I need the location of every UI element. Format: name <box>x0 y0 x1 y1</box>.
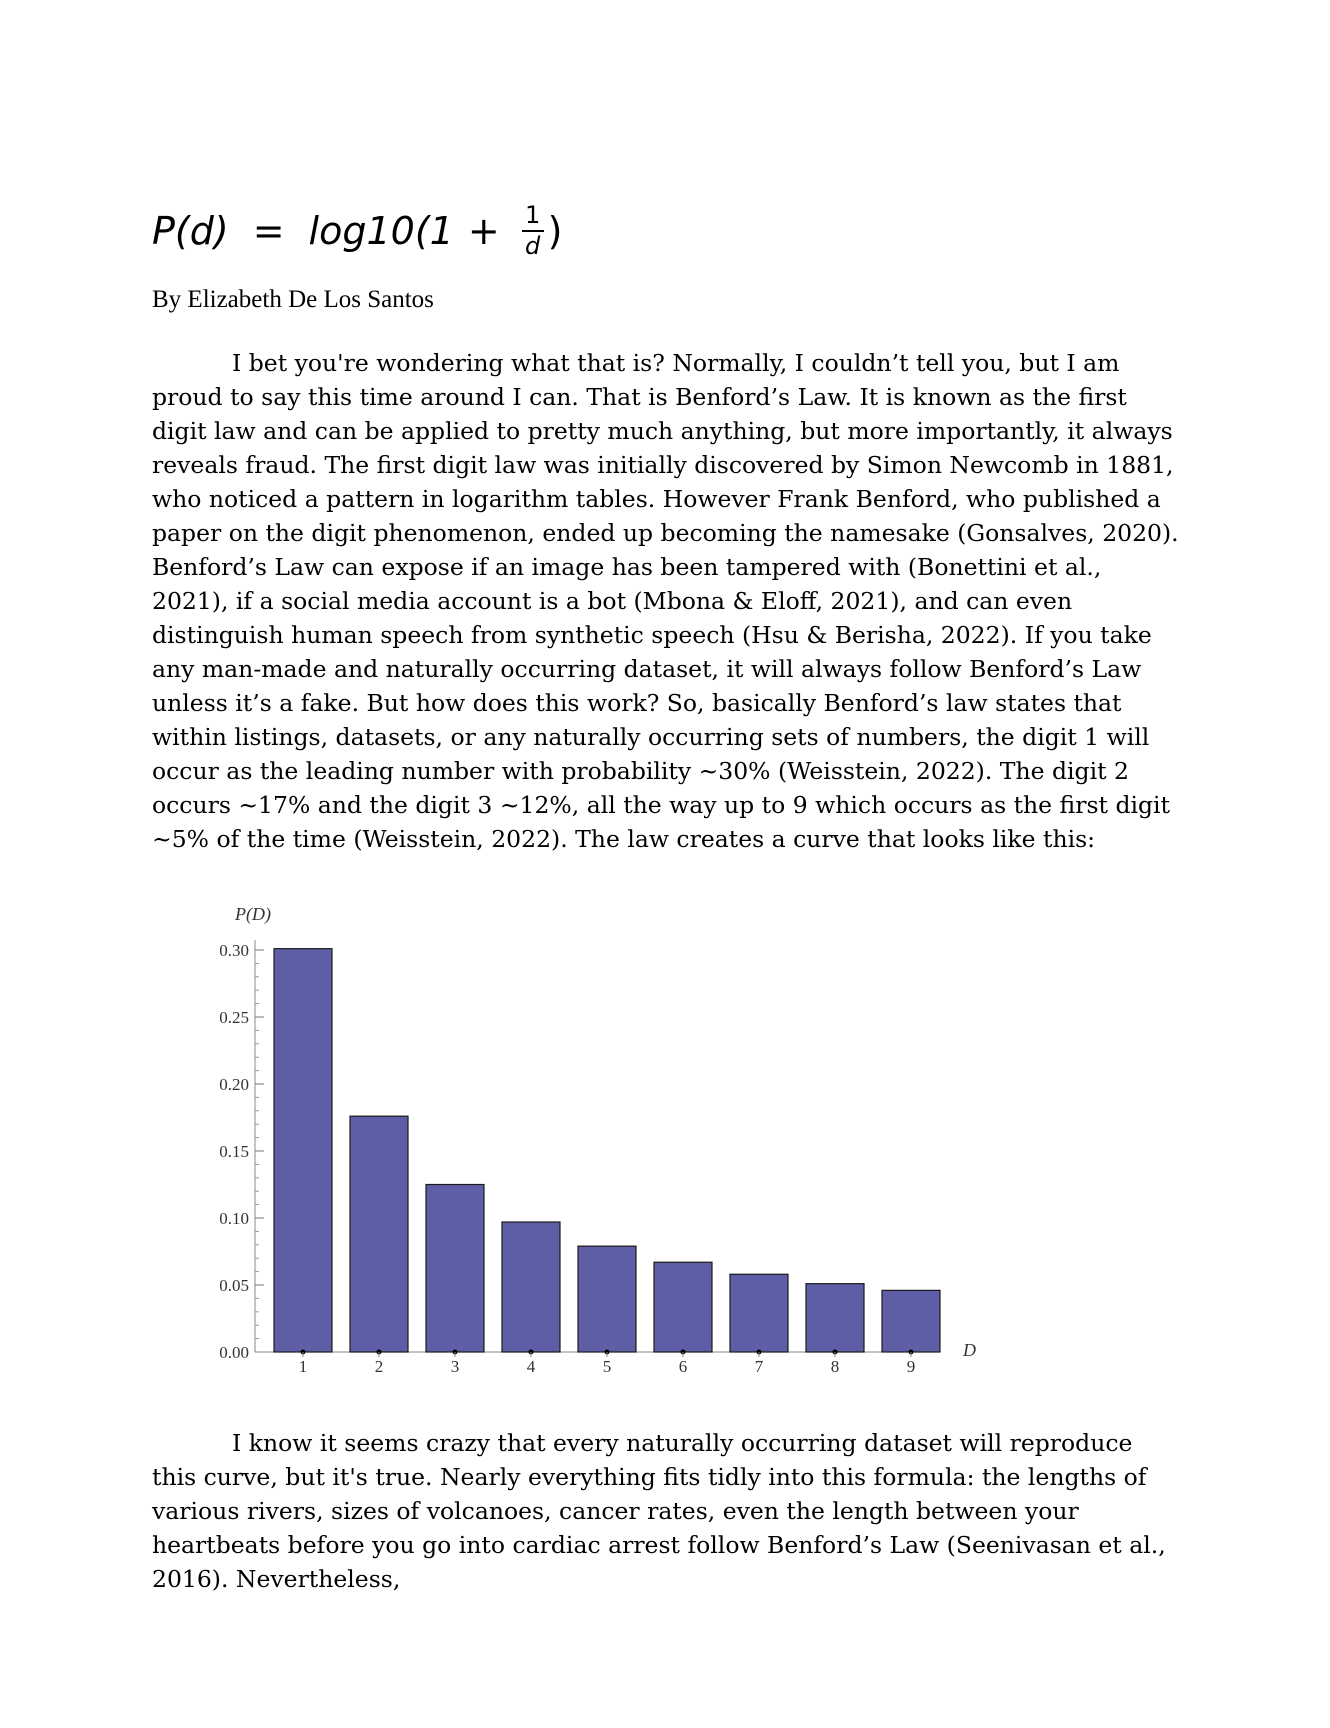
bar <box>806 1284 864 1352</box>
x-tick-label: 7 <box>754 1357 764 1376</box>
bar <box>426 1185 484 1353</box>
x-axis-label: D <box>963 1340 976 1360</box>
fraction-denominator: d <box>525 232 541 260</box>
bar <box>350 1116 408 1352</box>
chart-svg <box>195 896 995 1396</box>
y-tick-label: 0.20 <box>219 1075 249 1094</box>
formula-equals: = <box>252 209 285 253</box>
y-tick-label: 0.10 <box>219 1209 249 1228</box>
x-tick-label: 1 <box>298 1357 308 1376</box>
y-tick-label: 0.15 <box>219 1142 249 1161</box>
formula-fraction <box>522 200 544 260</box>
x-tick-label: 9 <box>906 1357 916 1376</box>
benford-bar-chart <box>195 896 995 1396</box>
bar <box>654 1262 712 1352</box>
bar <box>578 1246 636 1352</box>
x-tick-label: 4 <box>526 1357 536 1376</box>
benford-formula <box>152 196 592 266</box>
bar <box>274 949 332 1352</box>
y-tick-label: 0.30 <box>219 941 249 960</box>
paragraph-intro: I bet you're wondering what that is? Normally, I couldn’t tell you, but I am proud to say this time around I can. That is Benford’s Law. It is known as the first digit law and can be applied to pretty much anything, but more importantly, it always reveals fraud. The first digit law was initially discovered by Simon Newcomb in 1881, who noticed a pattern in logarithm tables. However Frank Benford, who published a paper on the digit phenomenon, ended up becoming the namesake (Gonsalves, 2020). Benford’s Law can expose if an image has been tampered with (Bonettini et al., 2021), if a social media account is a bot (Mbona & Eloff, 2021), and can even distinguish human speech from synthetic speech (Hsu & Berisha, 2022). If you take any man-made and naturally occurring dataset, it will always follow Benford’s Law unless it’s a fake. But how does this work? So, basically Benford’s law states that within listings, datasets, or any naturally occurring sets of numbers, the digit 1 will occur as the leading number with probability ~30% (Weisstein, 2022). The digit 2 occurs ~17% and the digit 3 ~12%, all the way up to 9 which occurs as the first digit ~5% of the time (Weisstein, 2022). The law creates a curve that looks like this: <box>152 349 1179 853</box>
bar <box>882 1290 940 1352</box>
x-tick-label: 6 <box>678 1357 688 1376</box>
paragraph-conclusion: I know it seems crazy that every naturally occurring dataset will reproduce this curve, but it's true. Nearly everything fits tidly into this formula: the lengths of various rivers, sizes of volcanoes, cancer rates, even the length between your heartbeats before you go into cardiac arrest follow Benford’s Law (Seenivasan et al., 2016). Nevertheless, <box>152 1429 1166 1593</box>
formula-lhs: P(d) <box>152 209 229 253</box>
y-tick-label: 0.25 <box>219 1008 249 1027</box>
byline: By Elizabeth De Los Santos <box>152 286 434 313</box>
x-tick-label: 2 <box>374 1357 384 1376</box>
formula-function: log10(1 <box>308 209 454 253</box>
x-tick-label: 8 <box>830 1357 840 1376</box>
y-axis-label: P(D) <box>235 904 271 924</box>
bar <box>730 1274 788 1352</box>
x-tick-label: 3 <box>450 1357 460 1376</box>
y-tick-label: 0.00 <box>219 1343 249 1362</box>
y-tick-label: 0.05 <box>219 1276 249 1295</box>
fraction-numerator: 1 <box>525 200 541 229</box>
formula-close-paren: ) <box>547 209 563 253</box>
bar <box>502 1222 560 1352</box>
x-tick-label: 5 <box>602 1357 612 1376</box>
formula-plus: + <box>467 209 500 253</box>
